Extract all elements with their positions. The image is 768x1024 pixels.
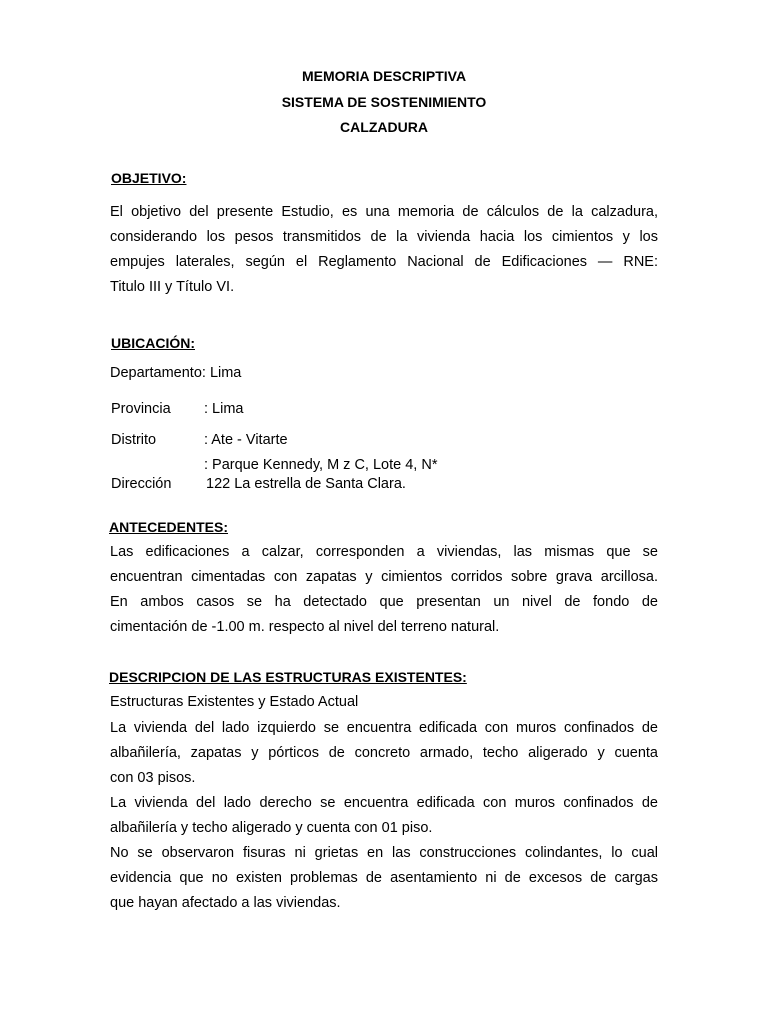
antecedentes-heading: ANTECEDENTES: — [109, 519, 229, 535]
direccion-label: Dirección — [111, 476, 172, 492]
antecedentes-line: En ambos casos se ha detectado que presentan un nivel de fondo de — [110, 594, 658, 610]
departamento-line: Departamento: Lima — [110, 365, 242, 381]
descripcion-subheading: Estructuras Existentes y Estado Actual — [110, 694, 359, 710]
descripcion-line: La vivienda del lado izquierdo se encuentra edificada con muros confinados de — [110, 720, 658, 736]
distrito-value: : Ate - Vitarte — [204, 432, 288, 448]
ubicacion-heading: UBICACIÓN: — [111, 335, 195, 351]
antecedentes-line: cimentación de -1.00 m. respecto al nivel del terreno natural. — [110, 619, 500, 635]
document-title: MEMORIA DESCRIPTIVA — [301, 68, 467, 84]
descripcion-line: albañilería y techo aligerado y cuenta con 01 piso. — [110, 820, 433, 836]
document-subtitle: SISTEMA DE SOSTENIMIENTO — [281, 94, 487, 110]
descripcion-paragraph — [110, 716, 658, 916]
objetivo-line: El objetivo del presente Estudio, es una memoria de cálculos de la calzadura, — [110, 204, 658, 220]
antecedentes-line: Las edificaciones a calzar, corresponden a viviendas, las mismas que se — [110, 544, 658, 560]
objetivo-line: considerando los pesos transmitidos de la vivienda hacia los cimientos y los — [110, 229, 658, 245]
objetivo-line: Titulo III y Título VI. — [110, 279, 235, 295]
descripcion-line: No se observaron fisuras ni grietas en las construcciones colindantes, lo cual — [110, 845, 658, 861]
descripcion-line: albañilería, zapatas y pórticos de concreto armado, techo aligerado y cuenta — [110, 745, 658, 761]
direccion-value-line1: : Parque Kennedy, M z C, Lote 4, N* — [204, 457, 438, 473]
document-subtitle-2: CALZADURA — [340, 119, 428, 135]
descripcion-line: La vivienda del lado derecho se encuentra edificada con muros confinados de — [110, 795, 658, 811]
direccion-value-line2: 122 La estrella de Santa Clara. — [206, 476, 406, 492]
descripcion-line: con 03 pisos. — [110, 770, 196, 786]
distrito-label: Distrito — [111, 432, 157, 448]
antecedentes-paragraph — [110, 540, 658, 640]
antecedentes-line: encuentran cimentadas con zapatas y cimientos corridos sobre grava arcillosa. — [110, 569, 658, 585]
descripcion-line: que hayan afectado a las viviendas. — [110, 895, 341, 911]
descripcion-heading: DESCRIPCION DE LAS ESTRUCTURAS EXISTENTES: — [109, 669, 467, 685]
objetivo-heading: OBJETIVO: — [111, 170, 187, 186]
provincia-label: Provincia — [111, 401, 171, 417]
objetivo-line: empujes laterales, según el Reglamento Nacional de Edificaciones — RNE: — [110, 254, 658, 270]
provincia-value: : Lima — [204, 401, 244, 417]
objetivo-paragraph — [110, 200, 658, 300]
descripcion-line: evidencia que no existen problemas de asentamiento ni de excesos de cargas — [110, 870, 658, 886]
